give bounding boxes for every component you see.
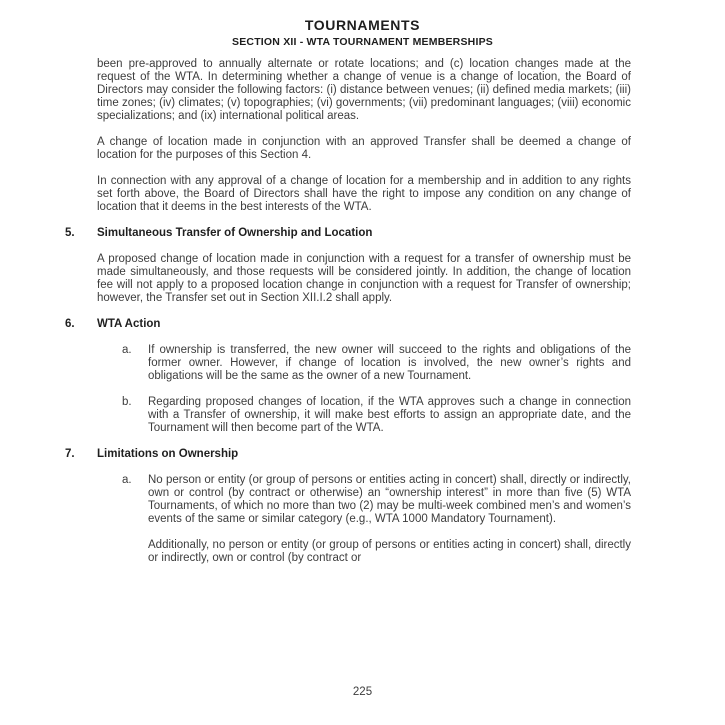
item-body	[148, 474, 631, 565]
section-5-number: 5.	[65, 227, 75, 239]
intro-paragraph-2: A change of location made in conjunction with an approved Transfer shall be deemed a change of location for the purposes of this Section 4.	[97, 136, 631, 161]
item-paragraph: If ownership is transferred, the new owner will succeed to the rights and obligations of the former owner. However, if change of location is involved, the new owner’s rights and obligations will be the same as the owner of a new Tournament.	[148, 344, 631, 382]
page-number: 225	[352, 686, 373, 698]
item-paragraph: No person or entity (or group of persons or entities acting in concert) shall, directly or indirectly, own or control (by contract or otherwise) an “ownership interest” in more than five (5) WTA Tournaments, of which no more than two (2) may be multi-week combined men’s and women’s events of the same or similar category (e.g., WTA 1000 Mandatory Tournament).	[148, 474, 631, 525]
section-5-paragraph: A proposed change of location made in conjunction with a request for a transfer of ownership must be made simultaneously, and those requests will be considered jointly. In addition, the change of location fee will not apply to a proposed location change in conjunction with a request for Transfer of ownership; however, the Transfer set out in Section XII.I.2 shall apply.	[97, 253, 631, 304]
section-6-item-a	[122, 344, 631, 383]
item-label-a: a.	[122, 474, 132, 486]
item-body	[148, 344, 631, 383]
intro-paragraph-3: In connection with any approval of a change of location for a membership and in addition to any rights set forth above, the Board of Directors shall have the right to impose any condition on any change of location that it deems in the best interests of the WTA.	[97, 175, 631, 213]
section-5-heading	[65, 227, 631, 240]
section-7-heading	[65, 448, 631, 461]
item-body	[148, 396, 631, 435]
item-paragraph: Additionally, no person or entity (or group of persons or entities acting in concert) shall, directly or indirectly, own or control (by contract or	[148, 539, 631, 564]
intro-paragraph-1: been pre-approved to annually alternate or rotate locations; and (c) location changes made at the request of the WTA. In determining whether a change of venue is a change of location, the Board of Directors may consider the following factors: (i) distance between venues; (ii) defined media markets; (iii) time zones; (iv) climates; (v) topographies; (vi) governments; (vii) predominant languages; (viii) economic specializations; and (ix) international political areas.	[97, 58, 631, 122]
item-paragraph: Regarding proposed changes of location, if the WTA approves such a change in connection with a Transfer of ownership, it will make best efforts to assign an appropriate date, and the Tournament will then become part of the WTA.	[148, 396, 631, 434]
item-label-a: a.	[122, 344, 132, 356]
section-7-item-a	[122, 474, 631, 565]
section-7-number: 7.	[65, 448, 75, 460]
document-header	[0, 0, 725, 48]
section-6-heading	[65, 318, 631, 331]
section-6-item-b	[122, 396, 631, 435]
item-label-b: b.	[122, 396, 132, 408]
section-7-title: Limitations on Ownership	[97, 448, 239, 460]
page-title: TOURNAMENTS	[304, 17, 421, 33]
section-6-number: 6.	[65, 318, 75, 330]
section-5-title: Simultaneous Transfer of Ownership and Location	[97, 227, 373, 239]
section-6-title: WTA Action	[97, 318, 161, 330]
section-subtitle: SECTION XII - WTA TOURNAMENT MEMBERSHIPS	[232, 36, 493, 48]
document-body	[65, 58, 631, 565]
